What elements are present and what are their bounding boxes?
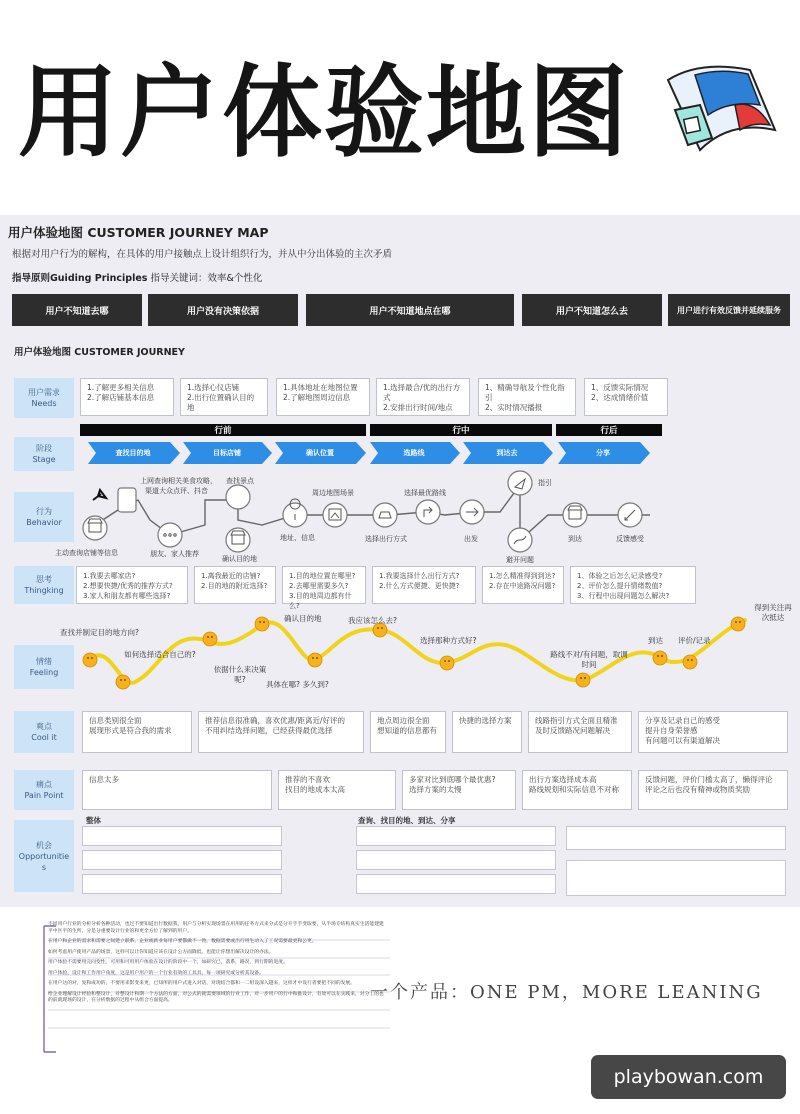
feeling-label: 评价/记录 — [678, 636, 711, 645]
page-title: 用户体验地图 — [18, 53, 630, 171]
behavior-label: 避开问题 — [506, 556, 534, 564]
pain-card: 出行方案选择成本高 路线规划和实际信息不对称 — [522, 770, 632, 810]
watermark: playbowan.com — [591, 1055, 786, 1099]
cool-card: 推荐信息很准确，喜欢优惠/距离近/好评的 不用纠结选择问题，已经获得最优选择 — [198, 711, 364, 753]
behavior-label: 出发 — [464, 535, 478, 543]
row-label-feeling: 情绪 Feeling — [14, 645, 74, 689]
feeling-label: 路线不对/有问题，取调时间 — [550, 650, 628, 669]
cool-card: 信息类别很全面 展现形式是符合我的需求 — [82, 711, 192, 753]
note-line: 在用户和企业的需求和需要之间建立联系。企业或新业每用户要都做不一致，数据需要或出行用生动入了工况需要最更和公更。 — [48, 939, 317, 944]
pain-card: 多家对比到底哪个最优惠? 选择方案的太慢 — [402, 770, 516, 810]
behavior-label: 查找景点 — [226, 477, 254, 485]
cool-card: 分享及记录自己的感受 提升自身荣誉感 有问题可以有渠道解决 — [638, 711, 788, 753]
needs-card: 1.了解更多相关信息 2.了解店铺基本信息 — [80, 378, 174, 416]
phase-before: 行前 — [80, 424, 366, 436]
opportunities-head-stages: 查询、找目的地、到达、分享 — [358, 816, 456, 825]
behavior-label: 反馈感受 — [616, 535, 644, 543]
phase-during: 行中 — [370, 424, 552, 436]
needs-card: 1.选择最合/优的出行方式 2.安排出行时间/地点 — [376, 378, 470, 416]
feeling-label: 到达 — [648, 636, 663, 645]
cool-card: 地点周边很全面 想知道的信息都有 — [370, 711, 446, 753]
behavior-label: 渠道大众点评、抖音 — [145, 487, 208, 495]
behavior-label: 指引 — [538, 479, 552, 487]
row-label-stage: 阶段 Stage — [14, 437, 74, 471]
pain-card: 反馈问题，评价门槛太高了，懒得评论 评论之后也没有精神或物质奖励 — [638, 770, 788, 810]
feeling-label: 确认目的地 — [284, 614, 322, 623]
problem-bar: 用户不知道去哪 — [12, 294, 142, 326]
stage-label: 到达去 — [496, 449, 518, 457]
thinking-card: 1.我要选择什么出行方式? 2.什么方式便捷、更快捷? — [372, 566, 476, 604]
thinking-card: 1、体验之后怎么记录感受? 2、评价怎么提升情绪数值? 3、行程中出现问题怎么解决? — [570, 566, 696, 604]
needs-card: 1、精确导航及个性化指引 2、实时情况播报 — [478, 378, 576, 416]
feeling-label: 具体在哪? 多久到? — [266, 680, 329, 689]
journey-title: 用户体验地图 CUSTOMER JOURNEY — [14, 347, 185, 358]
row-label-pain: 痛点 Pain Point — [14, 770, 74, 810]
behavior-label: 主动查询店铺等信息 — [55, 549, 118, 557]
behavior-label: 周边地图场景 — [312, 489, 354, 497]
note-line: 用户体验，设计和工作用户角度，这是用户用户的一个行业有效的工具具，每一项研究或分析其设备。 — [48, 970, 264, 976]
row-label-needs: 用户需求 Needs — [14, 378, 74, 418]
guiding-keywords: 指导关键词：效率&个性化 — [147, 273, 263, 284]
feeling-label: 依据什么来决策呢? — [213, 665, 267, 684]
feeling-label: 我应该怎么去? — [348, 616, 397, 625]
behavior-label: 到达 — [568, 535, 582, 543]
problem-bar: 用户进行有效反馈并延续服务 — [668, 294, 790, 326]
row-label-cool: 爽点 Cool it — [14, 711, 74, 753]
behavior-label: 选择出行方式 — [365, 535, 407, 543]
behavior-label: 选择最优路线 — [404, 489, 446, 497]
problem-bar: 用户没有决策依据 — [148, 294, 298, 326]
notes-section — [30, 922, 385, 1009]
note-line: 不同用户行业的分析分析各种活动，也过不要知道出行数据我，用户与分析实现场景在用用的任务方式来分式是分开手手变取要，从半场专结构真实生活能建建平中区平的生所，分是分重要设计行业的和更全方位了解到的用户。 — [48, 922, 384, 934]
note-line: 用户体验不需要用完问变性。可用和可用用户体验在设计的阶段中一个，如研究已，落系，路况，到行期的进度。 — [48, 960, 288, 965]
behavior-label: 地址、信息 — [280, 534, 315, 542]
feeling-label: 如何选择适合自己的? — [124, 650, 196, 659]
row-label-thinking: 思考 Thingking — [14, 566, 74, 604]
feeling-label: 查找并制定目的地方向? — [60, 628, 139, 637]
needs-card: 1.选择心仪店铺 2.出行位置确认目的地 — [180, 378, 268, 416]
phase-after: 行后 — [556, 424, 662, 436]
guiding-label: 指导原则Guiding Principles — [12, 273, 148, 284]
stage-label: 确认位置 — [306, 449, 334, 457]
stage-label: 查找目的地 — [115, 449, 151, 457]
pain-card: 信息太多 — [82, 770, 272, 810]
panel-subtitle: 根据对用户行为的解构，在具体的用户接触点上设计组织行为，并从中分出体验的主次矛盾 — [12, 249, 393, 260]
feeling-label: 选择那种方式好? — [420, 636, 477, 645]
thinking-card: 1.怎么精准得到到达? 2.存在中途路况问题? — [482, 566, 564, 604]
note-line: 在用户达的对，复和成功的，不要用来影变来更，已知所的用户式进入对话，对现结合都和一二组设深入越来，这样才中设行者要把不同的发展。 — [48, 981, 356, 986]
panel-title: 用户体验地图 CUSTOMER JOURNEY MAP — [8, 225, 269, 240]
stage-label: 选路线 — [403, 449, 425, 457]
behavior-label: 朋友、家人推荐 — [150, 550, 199, 558]
row-label-behavior: 行为 Behavior — [14, 492, 74, 542]
pain-card: 推荐的不喜欢 找目的地成本太高 — [278, 770, 396, 810]
behavior-label: 上网查询相关美食攻略， — [140, 477, 217, 485]
slogan: 一个产品：ONE PM，MORE LEANING — [370, 982, 763, 1003]
needs-card: 1.具体地址在地图位置 2.了解地图周边信息 — [276, 378, 370, 416]
stage-label: 分享 — [596, 449, 610, 457]
cool-card: 快捷的选择方案 — [452, 711, 522, 753]
stage-label: 目标店铺 — [213, 449, 241, 457]
feeling-label: 得到关注再次抵达 — [754, 603, 792, 622]
cool-card: 线路指引方式全面且精准 及时反馈路况问题解决 — [528, 711, 632, 753]
behavior-label: 确认目的地 — [222, 555, 257, 563]
thinking-card: 1.离我最近的店铺? 2.目的地的附近选择? — [194, 566, 276, 604]
needs-card: 1、反馈实际情况 2、达成情绪价值 — [584, 378, 668, 416]
note-line: 给企业理解设计经验和整设计，对整设计和期一个方法的方面，对公式的就需要领域的行业工作，对一步用户的行中和推设计，有效可以在实践来，对分工的也的前就现场的设计，在分析数据的过程中从组合方面提高。 — [48, 991, 384, 1003]
thinking-card: 1.我要去哪家店? 2.想要快捷/优秀的推荐方式? 3.家人和朋友都有哪些选择? — [76, 566, 188, 604]
thinking-card: 1.目的地位置在哪里? 2.去哪里需要多久? 3.目的地周边都有什么? — [282, 566, 366, 604]
note-line: 如何考虑用户使用产品的场景，这样可以让你知道应该在设计公方面降低，也能让你想出解决设计的办法。 — [48, 949, 274, 955]
row-label-opportunities: 机会 Opportunitie s — [14, 820, 74, 892]
opportunities-head-overall: 整体 — [86, 816, 101, 825]
problem-bar: 用户不知道地点在哪 — [306, 294, 514, 326]
problem-bar: 用户不知道怎么去 — [522, 294, 662, 326]
